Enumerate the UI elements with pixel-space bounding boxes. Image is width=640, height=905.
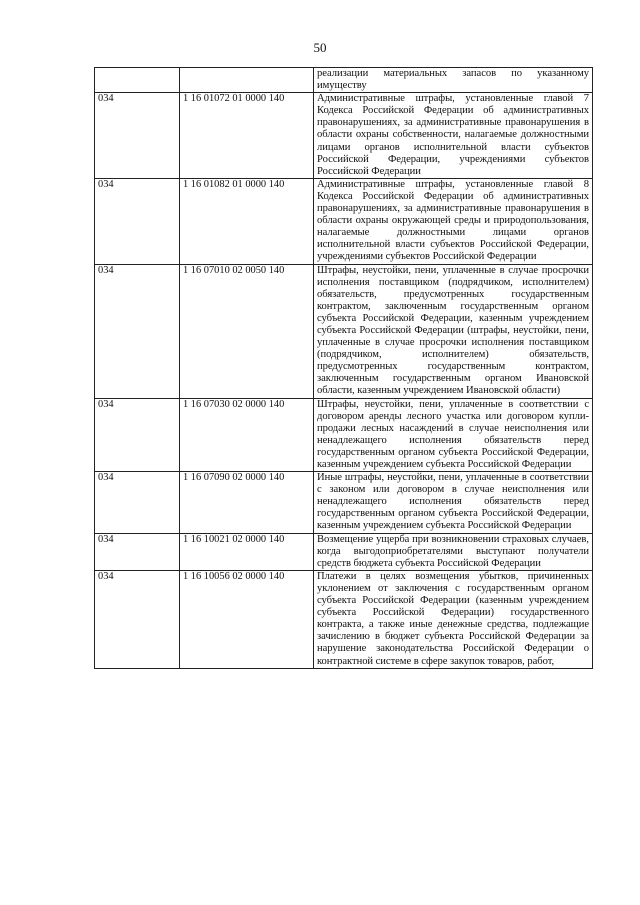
admin-code-cell: 034: [95, 472, 180, 533]
budget-code-cell: 1 16 07090 02 0000 140: [180, 472, 314, 533]
description-cell: реализации материальных запасов по указанному имуществу: [314, 68, 593, 93]
budget-code-cell: 1 16 01072 01 0000 140: [180, 93, 314, 179]
description-cell: Платежи в целях возмещения убытков, причиненных уклонением от заключения с государственным органом субъекта Российской Федерации (казенным учреждением субъекта Российской Федерации) государственного контракта, а также иные денежные средства, подлежащие зачислению в бюджет субъекта Российской Федерации за нарушение законодательства Российской Федерации о контрактной системе в сфере закупок товаров, работ,: [314, 570, 593, 668]
budget-code-cell: 1 16 10021 02 0000 140: [180, 533, 314, 570]
admin-code-cell: 034: [95, 533, 180, 570]
admin-code-cell: 034: [95, 93, 180, 179]
page-number: 50: [313, 40, 327, 55]
revenue-codes-table: [94, 67, 593, 669]
description-cell: Возмещение ущерба при возникновении страховых случаев, когда выгодоприобретателями выступают получатели средств бюджета субъекта Российской Федерации: [314, 533, 593, 570]
budget-code-cell: 1 16 01082 01 0000 140: [180, 178, 314, 264]
table-row: [95, 533, 593, 570]
table-row: [95, 93, 593, 179]
table-row: [95, 68, 593, 93]
description-cell: Штрафы, неустойки, пени, уплаченные в случае просрочки исполнения поставщиком (подрядчиком, исполнителем) обязательств, предусмотренных государственным контрактом, заключенным государственным органом субъекта Российской Федерации, казенным учреждением субъекта Российской Федерации (штрафы, неустойки, пени, уплаченные в случае просрочки исполнения поставщиком (подрядчиком, исполнителем) обязательств, предусмотренных государственным контрактом, заключенным государственным органом Ивановской области, казенным учреждением Ивановской области): [314, 264, 593, 398]
budget-code-cell: 1 16 07010 02 0050 140: [180, 264, 314, 398]
admin-code-cell: 034: [95, 178, 180, 264]
admin-code-cell: 034: [95, 570, 180, 668]
table-row: [95, 570, 593, 668]
admin-code-cell: 034: [95, 264, 180, 398]
table-row: [95, 264, 593, 398]
budget-code-cell: 1 16 07030 02 0000 140: [180, 398, 314, 472]
description-cell: Административные штрафы, установленные главой 8 Кодекса Российской Федерации об административных правонарушениях, за административные правонарушения в области охраны окружающей среды и природопользования, налагаемые должностными лицами органов исполнительной власти субъектов Российской Федерации, учреждениями субъектов Российской Федерации: [314, 178, 593, 264]
admin-code-cell: 034: [95, 398, 180, 472]
description-cell: Иные штрафы, неустойки, пени, уплаченные в соответствии с законом или договором в случае неисполнения или ненадлежащего исполнения обязательств перед государственным органом субъекта Российской Федерации, казенным учреждением субъекта Российской Федерации: [314, 472, 593, 533]
budget-code-cell: [180, 68, 314, 93]
budget-code-cell: 1 16 10056 02 0000 140: [180, 570, 314, 668]
table-row: [95, 178, 593, 264]
admin-code-cell: [95, 68, 180, 93]
table-row: [95, 398, 593, 472]
description-cell: Административные штрафы, установленные главой 7 Кодекса Российской Федерации об административных правонарушениях, за административные правонарушения в области охраны собственности, налагаемые должностными лицами органов исполнительной власти субъектов Российской Федерации, учреждениями субъектов Российской Федерации: [314, 93, 593, 179]
description-cell: Штрафы, неустойки, пени, уплаченные в соответствии с договором аренды лесного участка или договором купли-продажи лесных насаждений в случае неисполнения или ненадлежащего исполнения обязательств перед государственным органом субъекта Российской Федерации, казенным учреждением субъекта Российской Федерации: [314, 398, 593, 472]
table-row: [95, 472, 593, 533]
